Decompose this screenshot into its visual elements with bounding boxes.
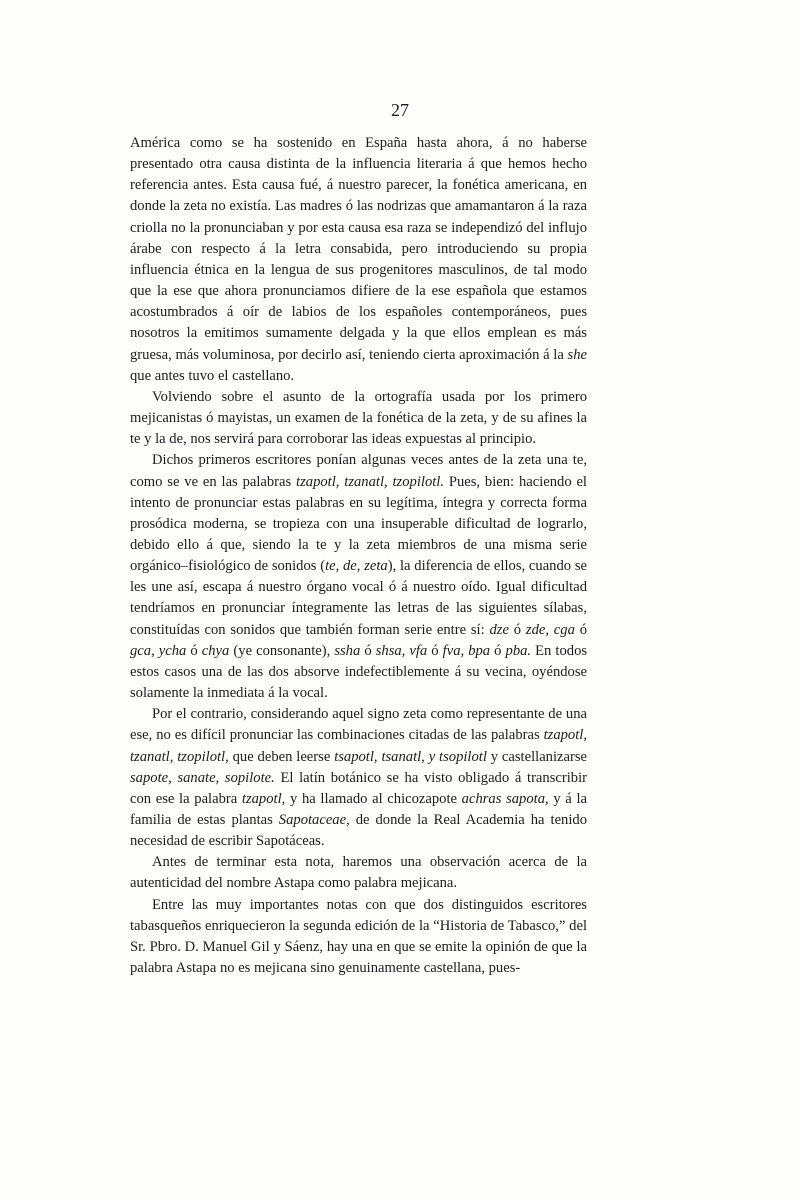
italic-term: tzapotl, tzanatl, tzopilotl, <box>130 727 587 765</box>
text-run: que antes tuvo el castellano. <box>130 367 295 384</box>
italic-term: sapote, sanate, sopilote. <box>130 769 275 786</box>
text-run: y ha llamado al chicozapote <box>285 790 462 807</box>
text-run: de donde la Real Academia ha tenido necesidad de escribir Sapotáceas. <box>130 812 587 850</box>
text-run: ), la diferencia de ellos, cuando se les une así, escapa á nuestro órgano vocal ó á nuestro oído. Igual dificultad tendríamos en pronunciar íntegramente las letras de las siguientes sílabas, constituídas con sonidos que también forman serie entre sí: <box>130 558 587 638</box>
italic-term: Sapotaceae, <box>278 812 350 828</box>
text-run: y á la familia de estas plantas <box>130 790 587 828</box>
italic-term: achras sapota, <box>461 790 549 807</box>
text-run: ó <box>574 621 588 638</box>
italic-term: fva, bpa <box>442 642 491 659</box>
italic-term: dze <box>489 621 509 638</box>
text-run: En todos estos casos una de las dos absorve indefectiblemente á su vecina, oyéndose solamente la inmediata á la vocal. <box>130 642 588 702</box>
text-run: Volviendo sobre el asunto de la ortografía usada por los primero mejicanistas ó mayistas, un examen de la fonética de la zeta, y de su afines la te y la de, nos servirá para corroborar las ideas expuestas al principio. <box>130 388 587 448</box>
text-run: Entre las muy importantes notas con que dos distinguidos escritores tabasqueños enriquecieron la segunda edición de la “Historia de Tabasco,” del Sr. Pbro. D. Manuel Gil y Sáenz, hay una en que se emite la opinión de que la palabra Astapa no es mejicana sino genuinamente castellana, pues- <box>130 896 587 977</box>
italic-term: chya <box>201 642 230 659</box>
italic-term: she <box>567 346 587 363</box>
text-run: y castellanizarse <box>486 748 588 765</box>
italic-term: pba. <box>505 642 532 659</box>
page-number: 27 <box>391 100 409 120</box>
paragraph <box>130 133 587 387</box>
italic-term: tzapotl, tzanatl, tzopilotl. <box>296 473 444 490</box>
text-run: ó <box>360 642 376 659</box>
text-run: (ye consonante), <box>229 642 335 659</box>
italic-term: tsapotl, tsanatl, y tsopilotl <box>334 748 487 765</box>
text-run: Antes de terminar esta nota, haremos una observación acerca de la autenticidad del nombre Astapa como palabra mejicana. <box>130 854 587 892</box>
paragraph <box>130 895 587 980</box>
text-run: Pues, bien: haciendo el intento de pronunciar estas palabras en su legítima, íntegra y correcta forma prosódica moderna, se tropieza con una insuperable dificultad de lograrlo, debido ello á que, siendo la te y la zeta miembros de una misma serie orgánico–fisiológico de sonidos ( <box>130 473 587 575</box>
italic-term: tzapotl, <box>241 790 286 807</box>
text-run: América como se ha sostenido en España hasta ahora, á no haberse presentado otra causa distinta de la influencia literaria á que hemos hecho referencia antes. Esta causa fué, á nuestro parecer, la fonética americana, en donde la zeta no existía. Las madres ó las nodrizas que amamantaron á la raza criolla no la pronunciaban y por esta causa esa raza se independizó del influjo árabe con respecto á la letra consabida, pero introduciendo su propia influencia étnica en la lengua de sus progenitores masculinos, de tal modo que la ese que ahora pronunciamos difiere de la ese española que estamos acostumbrados á oír de labios de los españoles contemporáneos, pues nosotros la emitimos sumamente delgada y la que ellos emplean es más gruesa, más voluminosa, por decirlo así, teniendo cierta aproximación á la <box>130 135 587 363</box>
italic-term: gca, ycha <box>130 642 187 659</box>
text-run: El latín botánico se ha visto obligado á transcribir con ese la palabra <box>130 769 587 807</box>
italic-term: te, de, zeta <box>325 558 388 575</box>
italic-term: shsa, vfa <box>375 642 428 659</box>
text-run: ó <box>508 621 526 638</box>
text-run: Dichos primeros escritores ponían algunas veces antes de la zeta una te, como se ve en las palabras <box>130 452 587 490</box>
body-text <box>130 133 587 979</box>
text-run: ó <box>490 642 506 659</box>
text-run: ó <box>427 642 443 659</box>
text-run: Por el contrario, considerando aquel signo zeta como representante de una ese, no es difícil pronunciar las combinaciones citadas de las palabras <box>130 706 587 744</box>
text-run: ó <box>186 642 202 659</box>
paragraph <box>130 704 587 852</box>
italic-term: zde, cga <box>525 621 575 638</box>
italic-term: ssha <box>334 642 361 659</box>
paragraph <box>130 387 587 450</box>
paragraph <box>130 450 587 704</box>
text-run: que deben leerse <box>228 748 335 765</box>
paragraph <box>130 852 587 894</box>
